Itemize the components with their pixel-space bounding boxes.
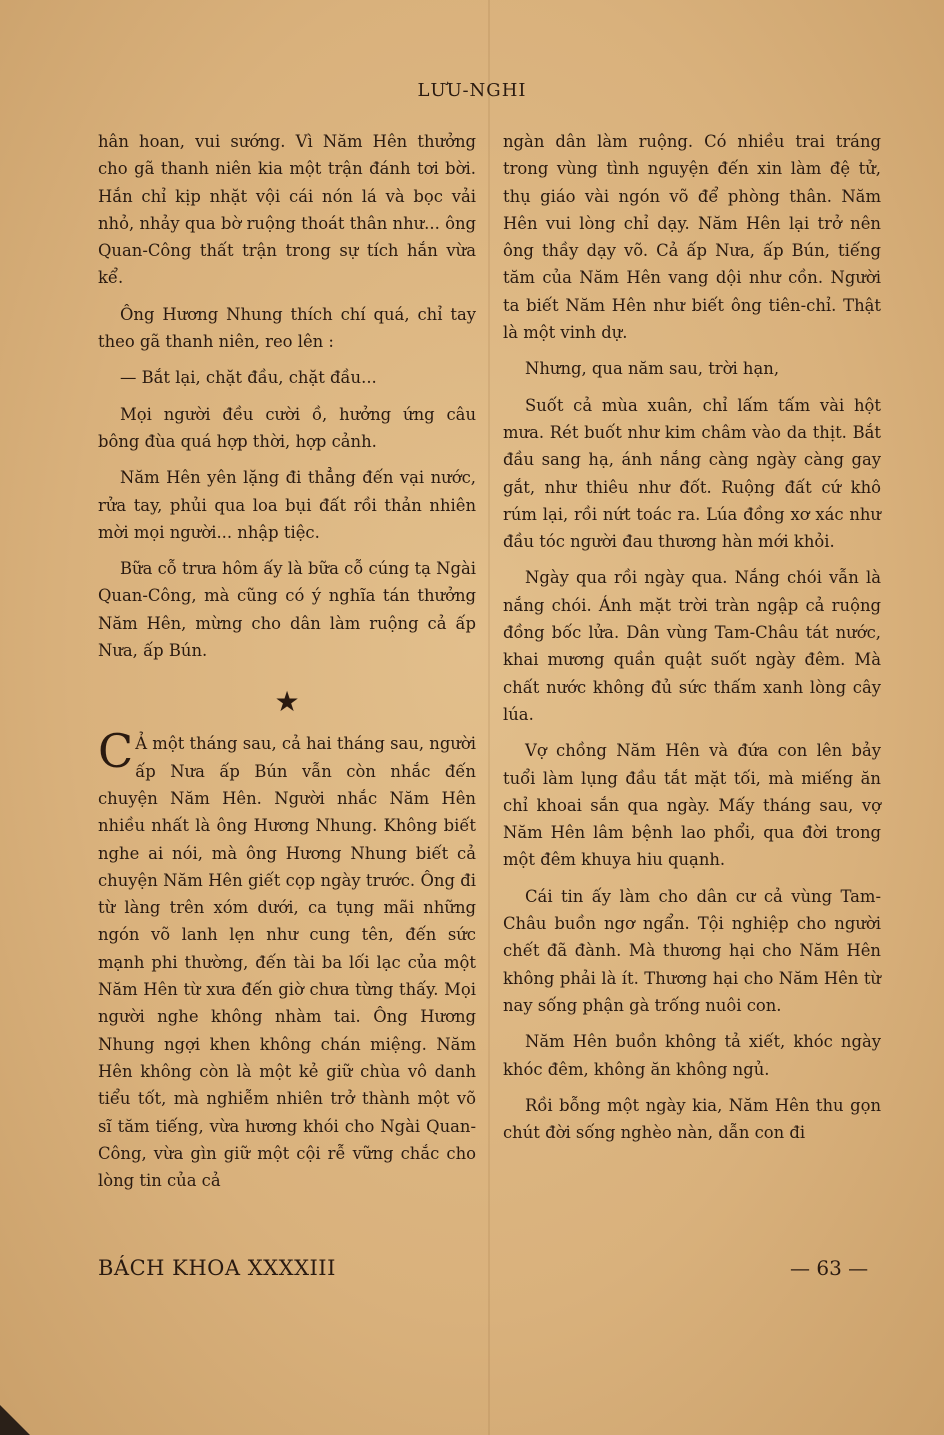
- paragraph-text: Ả một tháng sau, cả hai tháng sau, người ấp Nưa ấp Bún vẫn còn nhắc đến chuyện Năm Hên. Người nhắc Năm Hên nhiều nhất là ông Hương Nhung. Không biết nghe ai nói, mà ông Hương Nhung biết cả chuyện Năm Hên giết cọp ngày trước. Ông đi từ làng trên xóm dưới, ca tụng mãi những ngón võ lanh lẹn như cung tên, đến sức mạnh phi thường, đến tài ba lối lạc của một Năm Hên từ xưa đến giờ chưa từng thấy. Mọi người nghe không nhàm tai. Ông Hương Nhung ngợi khen không chán miệng. Năm Hên không còn là một kẻ giữ chùa vô danh tiểu tốt, mà nghiễm nhiên trở thành một võ sĩ tăm tiếng, vừa hương khói cho Ngài Quan-Công, vừa gìn giữ một cội rễ vững chắc cho lòng tin của cả: [98, 734, 476, 1191]
- magazine-footer: BÁCH KHOA XXXXIII: [98, 1256, 336, 1280]
- paragraph: Ngày qua rồi ngày qua. Nắng chói vẫn là nắng chói. Ánh mặt trời tràn ngập cả ruộng đồng bốc lửa. Dân vùng Tam-Châu tát nước, khai mương quần quật suốt ngày đêm. Mà chất nước không đủ sức thấm xanh lòng cây lúa.: [503, 568, 881, 724]
- dialogue-line: — Bắt lại, chặt đầu, chặt đầu...: [120, 368, 377, 388]
- torn-corner: [0, 1405, 30, 1435]
- page-number: — 63 —: [790, 1256, 869, 1280]
- paragraph: Ông Hương Nhung thích chí quá, chỉ tay theo gã thanh niên, reo lên :: [98, 304, 476, 352]
- paragraph: Nhưng, qua năm sau, trời hạn,: [525, 359, 780, 379]
- section-opening-paragraph: [98, 724, 476, 1194]
- paragraph: Mọi người đều cười ồ, hưởng ứng câu bông đùa quá hợp thời, hợp cảnh.: [98, 404, 476, 451]
- paragraph: ngàn dân làm ruộng. Có nhiều trai tráng trong vùng tình nguyện đến xin làm đệ tử, thụ giáo vài ngón võ để phòng thân. Năm Hên vui lòng chỉ dạy. Năm Hên lại trở nên ông thầy dạy võ. Cả ấp Nưa, ấp Bún, tiếng tăm của Năm Hên vang dội như cồn. Người ta biết Năm Hên như biết ông tiên-chỉ. Thật là một vinh dự.: [503, 132, 881, 343]
- paragraph: Rồi bỗng một ngày kia, Năm Hên thu gọn chút đời sống nghèo nàn, dẫn con đi: [503, 1095, 881, 1143]
- paragraph: Suốt cả mùa xuân, chỉ lấm tấm vài hột mưa. Rét buốt như kim châm vào da thịt. Bắt đầu sang hạ, ánh nắng càng ngày càng gay gắt, như thiêu như đốt. Ruộng đất cứ khô rúm lại, rồi nứt toác ra. Lúa đồng xơ xác như đầu tóc người đau thương hàn mới khỏi.: [503, 395, 881, 552]
- paragraph: Năm Hên yên lặng đi thẳng đến vại nước, rửa tay, phủi qua loa bụi đất rồi thản nhiên mời mọi người... nhập tiệc.: [98, 468, 476, 542]
- running-title: LƯU-NGHI: [417, 80, 527, 101]
- paragraph: Vợ chồng Năm Hên và đứa con lên bảy tuổi làm lụng đầu tắt mặt tối, mà miếng ăn chỉ khoai sắn qua ngày. Mấy tháng sau, vợ Năm Hên lâm bệnh lao phổi, qua đời trong một đêm khuya hiu quạnh.: [503, 741, 881, 870]
- right-column: [503, 128, 881, 1155]
- left-column: [98, 128, 476, 1203]
- paragraph: Cái tin ấy làm cho dân cư cả vùng Tam-Châu buồn ngơ ngẩn. Tội nghiệp cho người chết đã đành. Mà thương hại cho Năm Hên không phải là ít. Thương hại cho Năm Hên từ nay sống phận gà trống nuôi con.: [503, 886, 881, 1015]
- paragraph: hân hoan, vui sướng. Vì Năm Hên thưởng cho gã thanh niên kia một trận đánh tơi bời. Hắn chỉ kịp nhặt vội cái nón lá và bọc vải nhỏ, nhảy qua bờ ruộng thoát thân như... ông Quan-Công thất trận trong sự tích hắn vừa kể.: [98, 132, 476, 288]
- paragraph: Bữa cỗ trưa hôm ấy là bữa cỗ cúng tạ Ngài Quan-Công, mà cũng có ý nghĩa tán thưởng Năm Hên, mừng cho dân làm ruộng cả ấp Nưa, ấp Bún.: [98, 559, 476, 661]
- page-fold: [488, 0, 490, 1435]
- paragraph: Năm Hên buồn không tả xiết, khóc ngày khóc đêm, không ăn không ngủ.: [503, 1032, 881, 1079]
- drop-cap: C: [98, 724, 134, 779]
- section-separator-star-icon: ★: [274, 685, 300, 719]
